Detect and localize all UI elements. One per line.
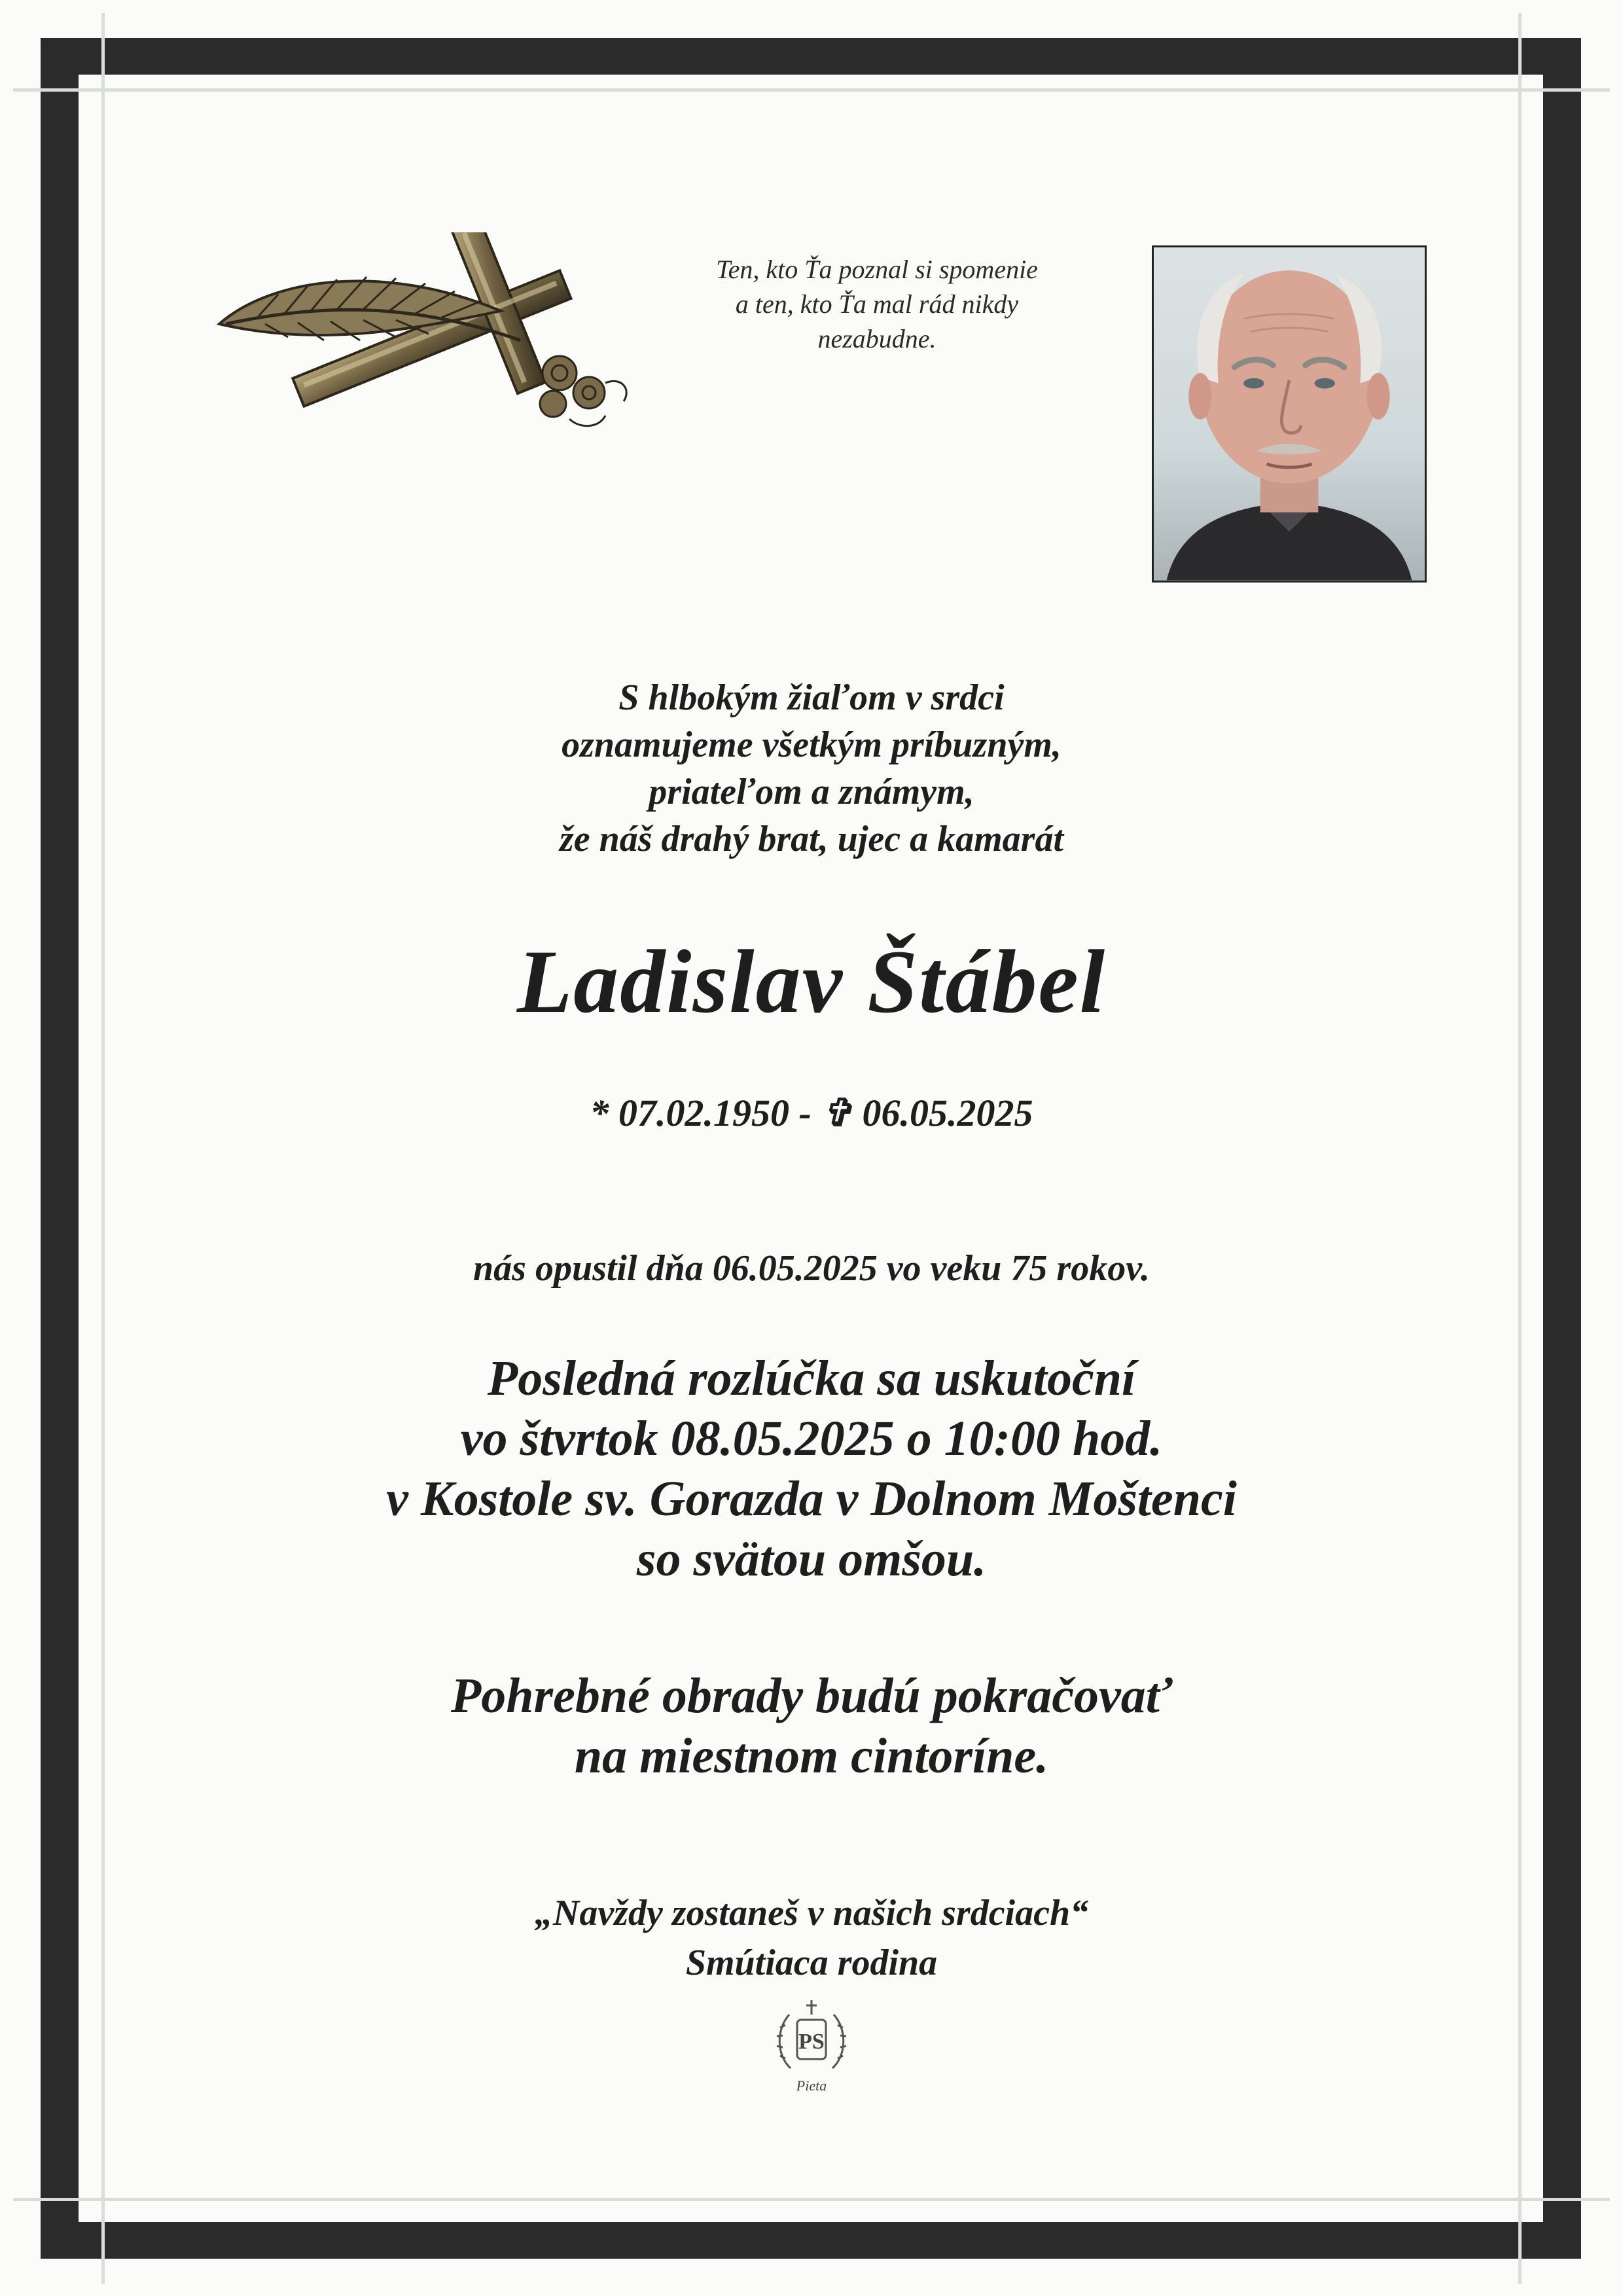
farewell-info xyxy=(0,1348,1623,1589)
cross-palm-emblem xyxy=(213,232,645,432)
death-date: 06.05.2025 xyxy=(862,1092,1033,1134)
burial-line: Pohrebné obrady budú pokračovať xyxy=(450,1668,1173,1723)
date-separator: - xyxy=(798,1092,812,1134)
guide-line-bottom xyxy=(13,2198,1610,2201)
top-quote-line: a ten, kto Ťa mal rád nikdy xyxy=(735,289,1019,319)
top-quote xyxy=(628,252,1126,356)
top-quote-line: nezabudne. xyxy=(817,324,936,353)
cross-palm-icon xyxy=(213,232,645,432)
life-dates xyxy=(0,1090,1623,1137)
frame-bottom xyxy=(41,2222,1581,2259)
guide-line-top xyxy=(13,88,1610,92)
frame-top xyxy=(41,38,1581,75)
farewell-line: Posledná rozlúčka sa uskutoční xyxy=(487,1351,1136,1406)
logo-caption: Pieta xyxy=(796,2077,827,2094)
birth-date: 07.02.1950 xyxy=(618,1092,790,1134)
burial-info xyxy=(0,1666,1623,1786)
burial-line: na miestnom cintoríne. xyxy=(574,1729,1049,1784)
deceased-name: Ladislav Štábel xyxy=(516,931,1107,1031)
intro-line: S hlbokým žiaľom v srdci xyxy=(618,677,1005,718)
farewell-line: so svätou omšou. xyxy=(636,1532,987,1587)
farewell-line: v Kostole sv. Gorazda v Dolnom Moštenci xyxy=(386,1471,1237,1526)
signature: Smútiaca rodina xyxy=(685,1943,938,1983)
portrait-illustration xyxy=(1154,247,1425,581)
intro-line: že náš drahý brat, ujec a kamarát xyxy=(559,819,1064,859)
closing xyxy=(0,1888,1623,1988)
farewell-line: vo štvrtok 08.05.2025 o 10:00 hod. xyxy=(460,1411,1163,1466)
logo-monogram: PS xyxy=(798,2030,825,2054)
announcement-intro xyxy=(0,674,1623,863)
pieta-logo xyxy=(771,1996,852,2101)
intro-line: priateľom a známym, xyxy=(649,772,974,812)
death-cross-icon: ✞ xyxy=(821,1092,853,1134)
birth-mark: * xyxy=(590,1092,609,1134)
passed-away-text: nás opustil dňa 06.05.2025 vo veku 75 rokov. xyxy=(473,1248,1150,1289)
intro-line: oznamujeme všetkým príbuzným, xyxy=(562,725,1061,765)
portrait-photo xyxy=(1152,245,1427,583)
wreath-monogram-icon xyxy=(771,1996,852,2077)
closing-quote: „Navždy zostaneš v našich srdciach“ xyxy=(534,1893,1089,1933)
top-quote-line: Ten, kto Ťa poznal si spomenie xyxy=(716,255,1038,284)
